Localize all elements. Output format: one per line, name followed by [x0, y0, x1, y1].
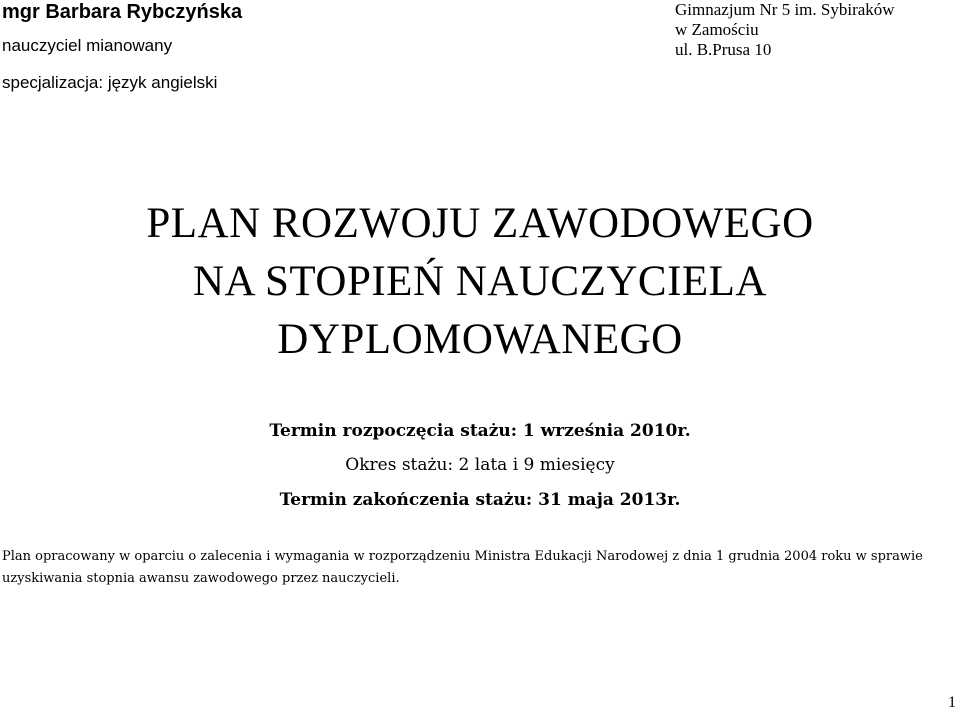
legal-basis-note: Plan opracowany w oparciu o zalecenia i wymagania w rozporządzeniu Ministra Edukacji Narodowej z dnia 1 grudnia 2004 roku w sprawie uzyskiwania stopnia awansu zawodowego przez nauczycieli.	[2, 549, 923, 586]
school-city: w Zamościu	[675, 20, 759, 39]
document-title	[0, 195, 960, 369]
end-term: Termin zakończenia stażu: 31 maja 2013r.	[279, 490, 681, 510]
author-title: nauczyciel mianowany	[2, 36, 173, 55]
school-address	[675, 0, 955, 60]
internship-duration: Okres stażu: 2 lata i 9 miesięcy	[345, 455, 615, 475]
author-specialization: specjalizacja: język angielski	[2, 73, 218, 92]
author-name: mgr Barbara Rybczyńska	[2, 1, 243, 23]
title-line-3: DYPLOMOWANEGO	[277, 316, 683, 363]
title-line-1: PLAN ROZWOJU ZAWODOWEGO	[146, 200, 814, 247]
page-number: 1	[948, 694, 956, 711]
school-name: Gimnazjum Nr 5 im. Sybiraków	[675, 0, 895, 19]
start-term: Termin rozpoczęcia stażu: 1 września 2010r.	[269, 421, 691, 441]
school-street: ul. B.Prusa 10	[675, 40, 772, 59]
title-line-2: NA STOPIEŃ NAUCZYCIELA	[193, 258, 767, 305]
